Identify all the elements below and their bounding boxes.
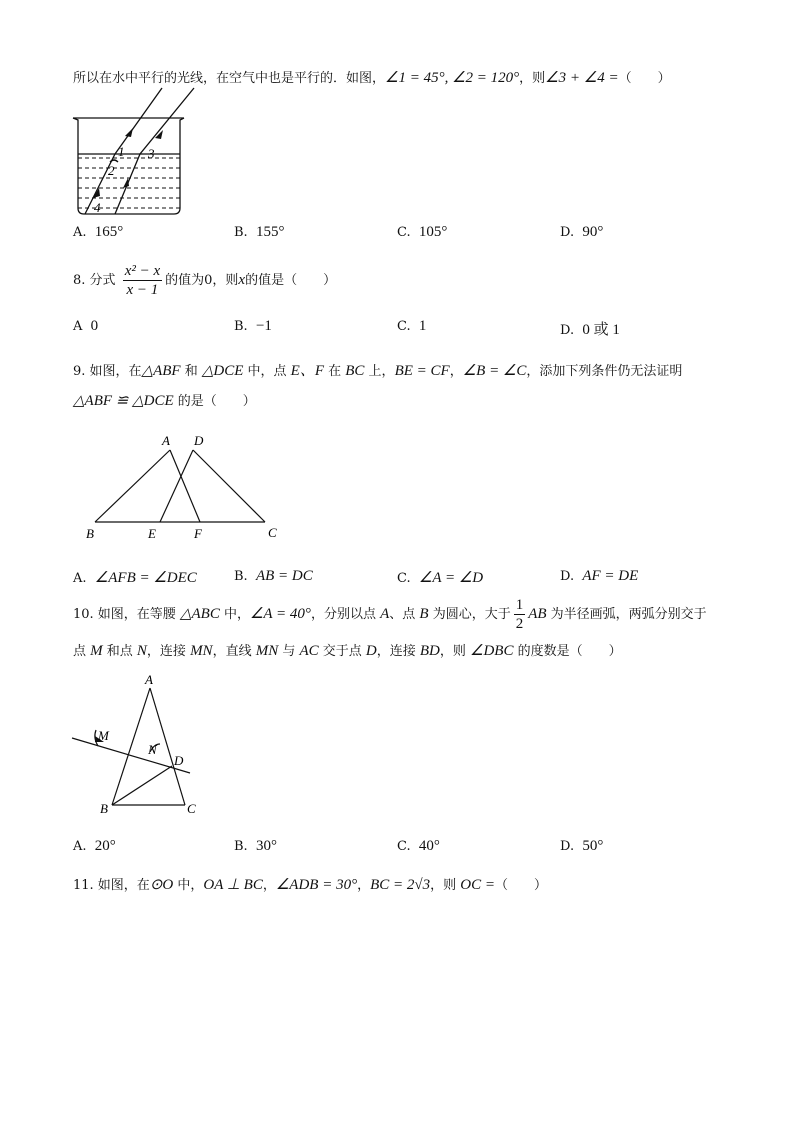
math-expression: BE = CF: [394, 363, 450, 379]
math-expression: BC: [345, 363, 365, 379]
math-expression: x: [238, 272, 246, 288]
q8-fraction: [123, 262, 162, 299]
figure-label: N: [148, 742, 157, 757]
math-expression: ∠B = ∠C: [462, 363, 527, 379]
text-segment: ，: [262, 878, 276, 893]
q11-text: [73, 874, 547, 894]
q8-rest: [165, 273, 336, 288]
text-segment: 点: [73, 644, 91, 659]
option-d[interactable]: [560, 838, 603, 855]
option-a[interactable]: [73, 224, 123, 241]
q7-beaker-figure: [70, 88, 190, 218]
math-expression: D: [365, 643, 377, 659]
figure-label: 3: [148, 146, 155, 161]
option-value: 90°: [582, 224, 604, 240]
option-key: D.: [560, 323, 575, 338]
math-expression: N: [136, 643, 147, 659]
q9-line1: [73, 359, 682, 380]
text-segment: 的值是（ ）: [245, 273, 337, 288]
option-c[interactable]: [397, 568, 483, 587]
option-value: AB = DC: [255, 568, 313, 584]
text-segment: 与: [278, 644, 300, 659]
text-segment: 中，: [173, 878, 204, 893]
fraction-numerator: x² − x: [124, 263, 161, 279]
text-segment: ，直线: [212, 644, 256, 659]
figure-label: A: [145, 672, 153, 687]
math-expression: A: [380, 606, 390, 622]
figure-label: D: [194, 433, 204, 448]
text-segment: 的值为0，则: [165, 273, 239, 288]
option-value: −1: [255, 318, 272, 334]
text-segment: ，: [357, 878, 371, 893]
math-expression: BD: [419, 643, 440, 659]
option-value: AF = DE: [582, 568, 639, 584]
q10-line1b: [528, 607, 706, 622]
option-b[interactable]: [234, 318, 272, 335]
option-d[interactable]: [560, 568, 638, 585]
math-expression: △ABC: [179, 606, 220, 622]
text-segment: 为半径画弧，两弧分别交于: [546, 607, 707, 622]
figure-label: D: [174, 753, 184, 768]
option-value: 165°: [94, 224, 124, 240]
figure-label: M: [98, 728, 109, 743]
math-expression: AB: [528, 606, 547, 622]
q7-text: [73, 67, 671, 87]
text-segment: ，则: [439, 644, 471, 659]
option-c[interactable]: [397, 318, 426, 335]
text-segment: 交于点: [318, 644, 366, 659]
math-expression: E、F: [290, 363, 324, 379]
figure-label: C: [268, 525, 277, 540]
option-key: B.: [234, 225, 248, 240]
option-key: B.: [234, 569, 248, 584]
option-key: D.: [560, 839, 575, 854]
text-segment: ，连接: [146, 644, 191, 659]
figure-label: 1: [118, 144, 125, 159]
math-expression: ∠DBC: [470, 643, 514, 659]
figure-label: 4: [94, 200, 101, 215]
option-key: A: [73, 319, 83, 334]
option-value: 50°: [582, 838, 604, 854]
option-a[interactable]: [73, 568, 197, 587]
text-segment: 10. 如图，在等腰: [73, 607, 180, 622]
text-segment: 中，: [219, 607, 250, 622]
math-expression: BC = 2√3: [370, 877, 431, 893]
option-key: B.: [234, 839, 248, 854]
option-d[interactable]: [560, 224, 603, 241]
math-expression: △DCE: [201, 363, 244, 379]
q8-prefix: 8. 分式: [73, 273, 116, 288]
q10-line1: [73, 596, 707, 633]
math-expression: △ABF: [141, 363, 181, 379]
option-a[interactable]: [73, 318, 98, 335]
text-segment: ，分别以点: [310, 607, 381, 622]
figure-label: A: [162, 433, 170, 448]
option-value: 40°: [418, 838, 440, 854]
figure-label: C: [187, 801, 196, 816]
math-expression: ∠A = 40°: [249, 606, 311, 622]
fraction-numerator: 1: [515, 597, 524, 613]
math-expression: OC =: [460, 877, 495, 893]
option-value: 0 或 1: [582, 322, 620, 338]
text-segment: 上，: [364, 364, 395, 379]
q8-text: [73, 262, 336, 299]
text-segment: 11. 如图，在: [73, 878, 150, 893]
option-b[interactable]: [234, 224, 284, 241]
option-value: 105°: [418, 224, 448, 240]
text-segment: ，则: [519, 71, 546, 86]
option-value: 155°: [255, 224, 285, 240]
option-key: C.: [397, 839, 411, 854]
fraction-denominator: x − 1: [126, 282, 159, 298]
text-segment: 中，点: [243, 364, 291, 379]
figure-label: B: [100, 801, 108, 816]
math-expression: AC: [299, 643, 319, 659]
option-d[interactable]: [560, 318, 620, 339]
q9-line2: [73, 390, 256, 410]
text-segment: ，则: [430, 878, 461, 893]
text-segment: ，连接: [376, 644, 420, 659]
option-key: A.: [73, 571, 87, 586]
option-key: D.: [560, 569, 575, 584]
fraction-denominator: 2: [515, 616, 524, 632]
text-segment: 和点: [102, 644, 137, 659]
text-segment: 和: [180, 364, 202, 379]
math-expression: △ABF ≌ △DCE: [73, 393, 174, 409]
option-key: C.: [397, 225, 411, 240]
text-segment: 在: [323, 364, 346, 379]
option-key: B.: [234, 319, 248, 334]
text-segment: 所以在水中平行的光线，在空气中也是平行的．如图，: [73, 71, 386, 86]
math-expression: OA ⊥ BC: [203, 877, 263, 893]
option-key: A.: [73, 225, 87, 240]
option-key: D.: [560, 225, 575, 240]
option-key: C.: [397, 571, 411, 586]
q10-fraction: [514, 596, 526, 633]
option-b[interactable]: [234, 568, 313, 585]
option-value: 30°: [255, 838, 277, 854]
figure-label: 2: [108, 163, 115, 178]
figure-label: E: [148, 526, 156, 541]
option-value: 0: [90, 318, 99, 334]
math-expression: B: [419, 606, 429, 622]
math-expression: MN: [255, 643, 279, 659]
option-c[interactable]: [397, 838, 440, 855]
option-a[interactable]: [73, 838, 116, 855]
option-value: ∠A = ∠D: [418, 570, 484, 586]
text-segment: （ ）: [494, 878, 547, 893]
text-segment: ，: [449, 364, 463, 379]
text-segment: 为圆心，大于: [428, 607, 511, 622]
math-expression: ∠3 + ∠4 =: [545, 70, 619, 86]
text-segment: （ ）: [618, 71, 671, 86]
math-expression: MN: [190, 643, 213, 659]
figure-label: B: [86, 526, 94, 541]
q10-line2: [73, 640, 622, 660]
option-value: 1: [418, 318, 427, 334]
option-value: ∠AFB = ∠DEC: [94, 570, 197, 586]
text-segment: 的度数是（ ）: [513, 644, 622, 659]
text-segment: 9. 如图，在: [73, 364, 142, 379]
option-value: 20°: [94, 838, 116, 854]
option-b[interactable]: [234, 838, 277, 855]
option-c[interactable]: [397, 224, 447, 241]
figure-label: F: [194, 526, 202, 541]
math-expression: ⊙O: [149, 877, 174, 893]
text-segment: 的是（ ）: [173, 394, 256, 409]
math-expression: M: [90, 643, 103, 659]
option-key: A.: [73, 839, 87, 854]
option-key: C.: [397, 319, 411, 334]
text-segment: 、点: [389, 607, 420, 622]
text-segment: ，添加下列条件仍无法证明: [526, 364, 683, 379]
math-expression: ∠1 = 45°, ∠2 = 120°: [385, 70, 520, 86]
q10-line1a: [73, 607, 511, 622]
math-expression: ∠ADB = 30°: [275, 877, 358, 893]
